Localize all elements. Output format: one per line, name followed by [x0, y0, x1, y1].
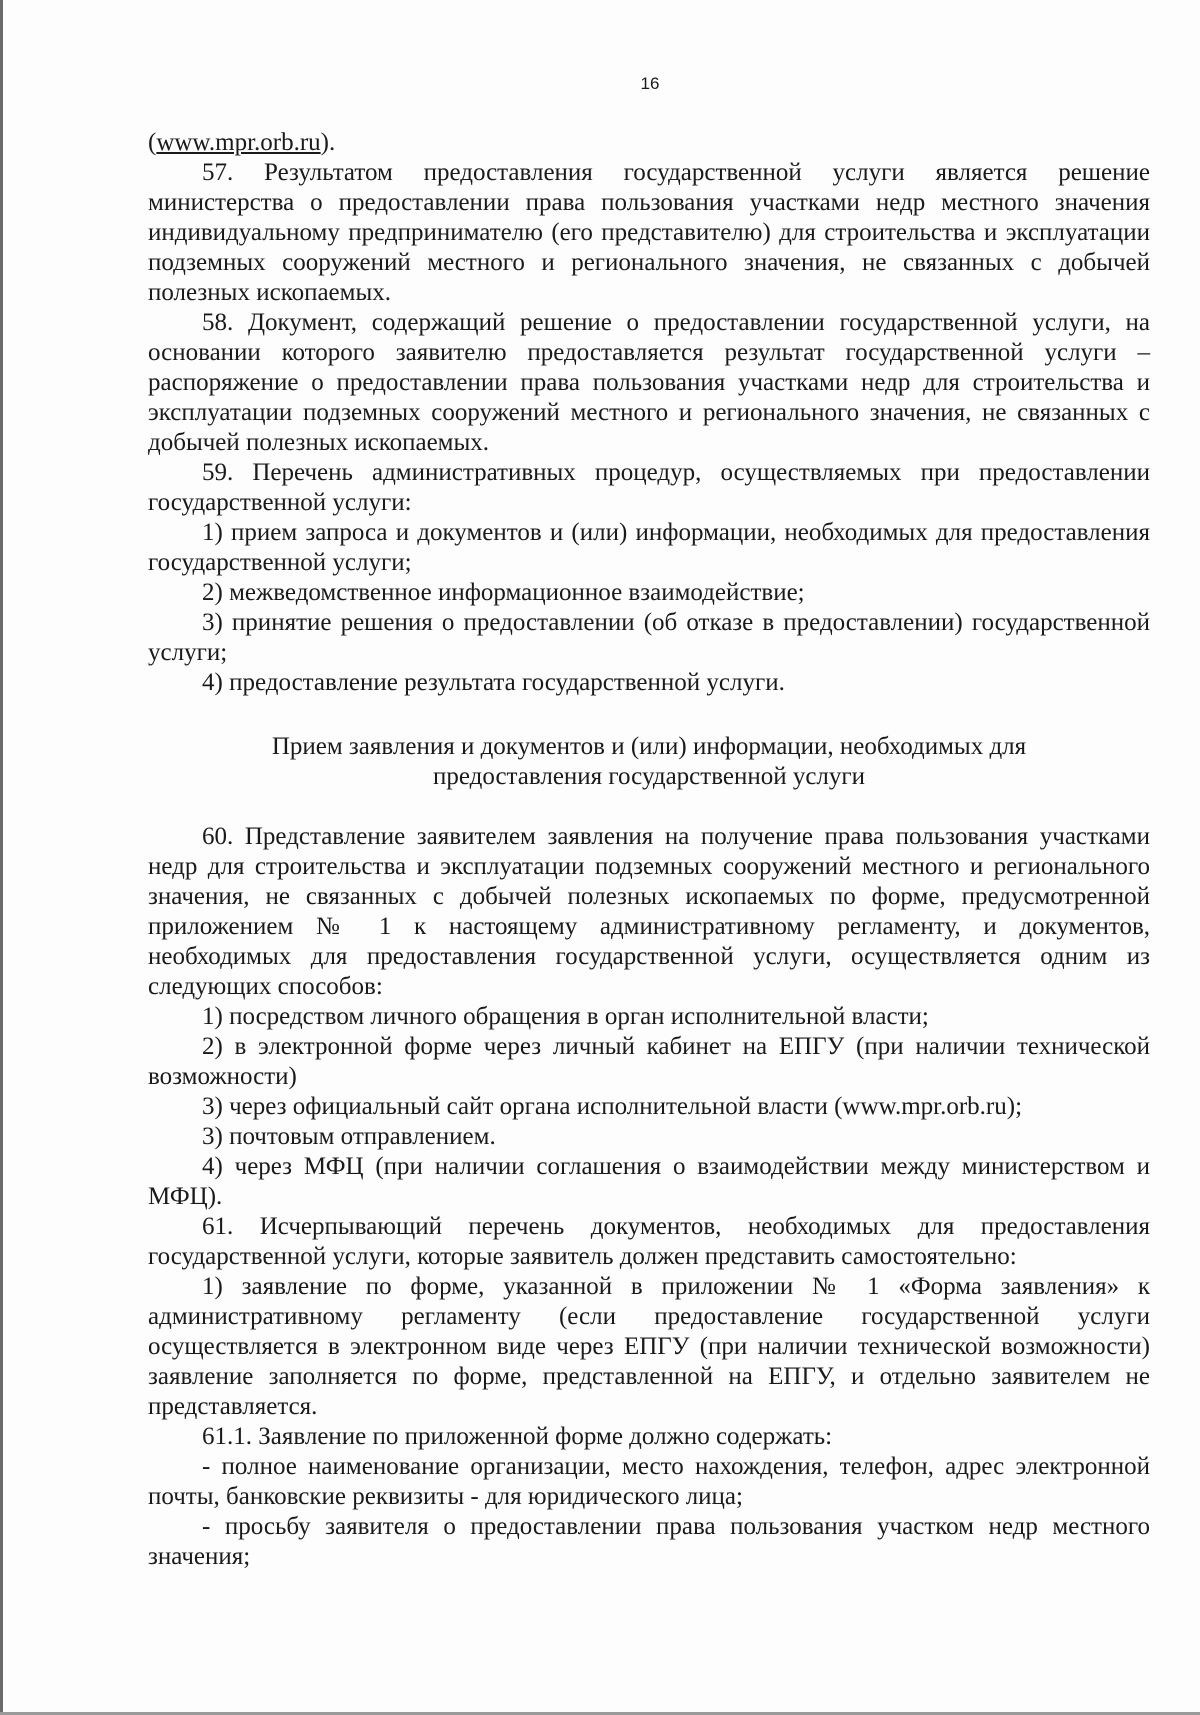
paragraph-61-1: 61.1. Заявление по приложенной форме должно содержать:	[202, 1423, 833, 1450]
heading-spacer	[148, 792, 1150, 822]
list-item-59-3: 3) принятие решения о предоставлении (об отказе в предоставлении) государственной услуги;	[148, 609, 1150, 666]
section-heading-line-1: Прием заявления и документов и (или) информации, необходимых для	[271, 733, 1027, 760]
paragraph-57: 57. Результатом предоставления государственной услуги является решение министерства о предоставлении права пользования участками недр местного значения индивидуальному предпринимателю (его представителю) для строительства и эксплуатации подземных сооружений местного и регионального значения, не связанных с добычей полезных ископаемых.	[148, 159, 1150, 306]
list-item-60-1: 1) посредством личного обращения в орган исполнительной власти;	[202, 1003, 929, 1030]
list-item-59-2: 2) межведомственное информационное взаимодействие;	[202, 579, 805, 606]
section-heading-line-2: предоставления государственной услуги	[432, 763, 866, 790]
list-item-60-2: 2) в электронной форме через личный кабинет на ЕПГУ (при наличии технической возможности)	[148, 1033, 1150, 1090]
list-item-61-1-a: - полное наименование организации, место нахождения, телефон, адрес электронной почты, банковские реквизиты - для юридического лица;	[148, 1453, 1150, 1510]
list-item-61-1-b: - просьбу заявителя о предоставлении права пользования участком недр местного значения;	[148, 1513, 1150, 1570]
scan-edge-left	[0, 0, 3, 1715]
list-item-59-1: 1) прием запроса и документов и (или) информации, необходимых для предоставления государственной услуги;	[148, 519, 1150, 576]
section-heading	[148, 732, 1150, 792]
paragraph-61: 61. Исчерпывающий перечень документов, необходимых для предоставления государственной услуги, которые заявитель должен представить самостоятельно:	[148, 1213, 1150, 1270]
paragraph-60: 60. Представление заявителем заявления на получение права пользования участками недр для строительства и эксплуатации подземных сооружений местного и регионального значения, не связанных с добычей полезных ископаемых по форме, предусмотренной приложением № 1 к настоящему административному регламенту, и документов, необходимых для предоставления государственной услуги, осуществляется одним из следующих способов:	[148, 823, 1150, 1000]
list-item-59-4: 4) предоставление результата государственной услуги.	[202, 669, 785, 696]
url-line: (www.mpr.orb.ru).	[148, 129, 336, 156]
paragraph-59: 59. Перечень административных процедур, осуществляемых при предоставлении государственной услуги:	[148, 459, 1150, 516]
list-item-61-1: 1) заявление по форме, указанной в приложении № 1 «Форма заявления» к административному регламенту (если предоставление государственной услуги осуществляется в электронном виде через ЕПГУ (при наличии технической возможности) заявление заполняется по форме, представленной на ЕПГУ, и отдельно заявителем не представляется.	[148, 1273, 1150, 1420]
paragraph-58: 58. Документ, содержащий решение о предоставлении государственной услуги, на основании которого заявителю предоставляется результат государственной услуги – распоряжение о предоставлении права пользования участками недр для строительства и эксплуатации подземных сооружений местного и регионального значения, не связанных с добычей полезных ископаемых.	[148, 309, 1150, 456]
list-item-60-3b: 3) почтовым отправлением.	[202, 1123, 496, 1150]
list-item-60-3a: 3) через официальный сайт органа исполнительной власти (www.mpr.orb.ru);	[202, 1093, 1023, 1120]
page-number: 16	[640, 74, 660, 93]
document-body	[148, 128, 1150, 1572]
url-close: ).	[320, 129, 336, 156]
list-item-60-4: 4) через МФЦ (при наличии соглашения о взаимодействии между министерством и МФЦ).	[148, 1153, 1150, 1210]
ministry-url-link[interactable]: www.mpr.orb.ru	[156, 129, 321, 156]
